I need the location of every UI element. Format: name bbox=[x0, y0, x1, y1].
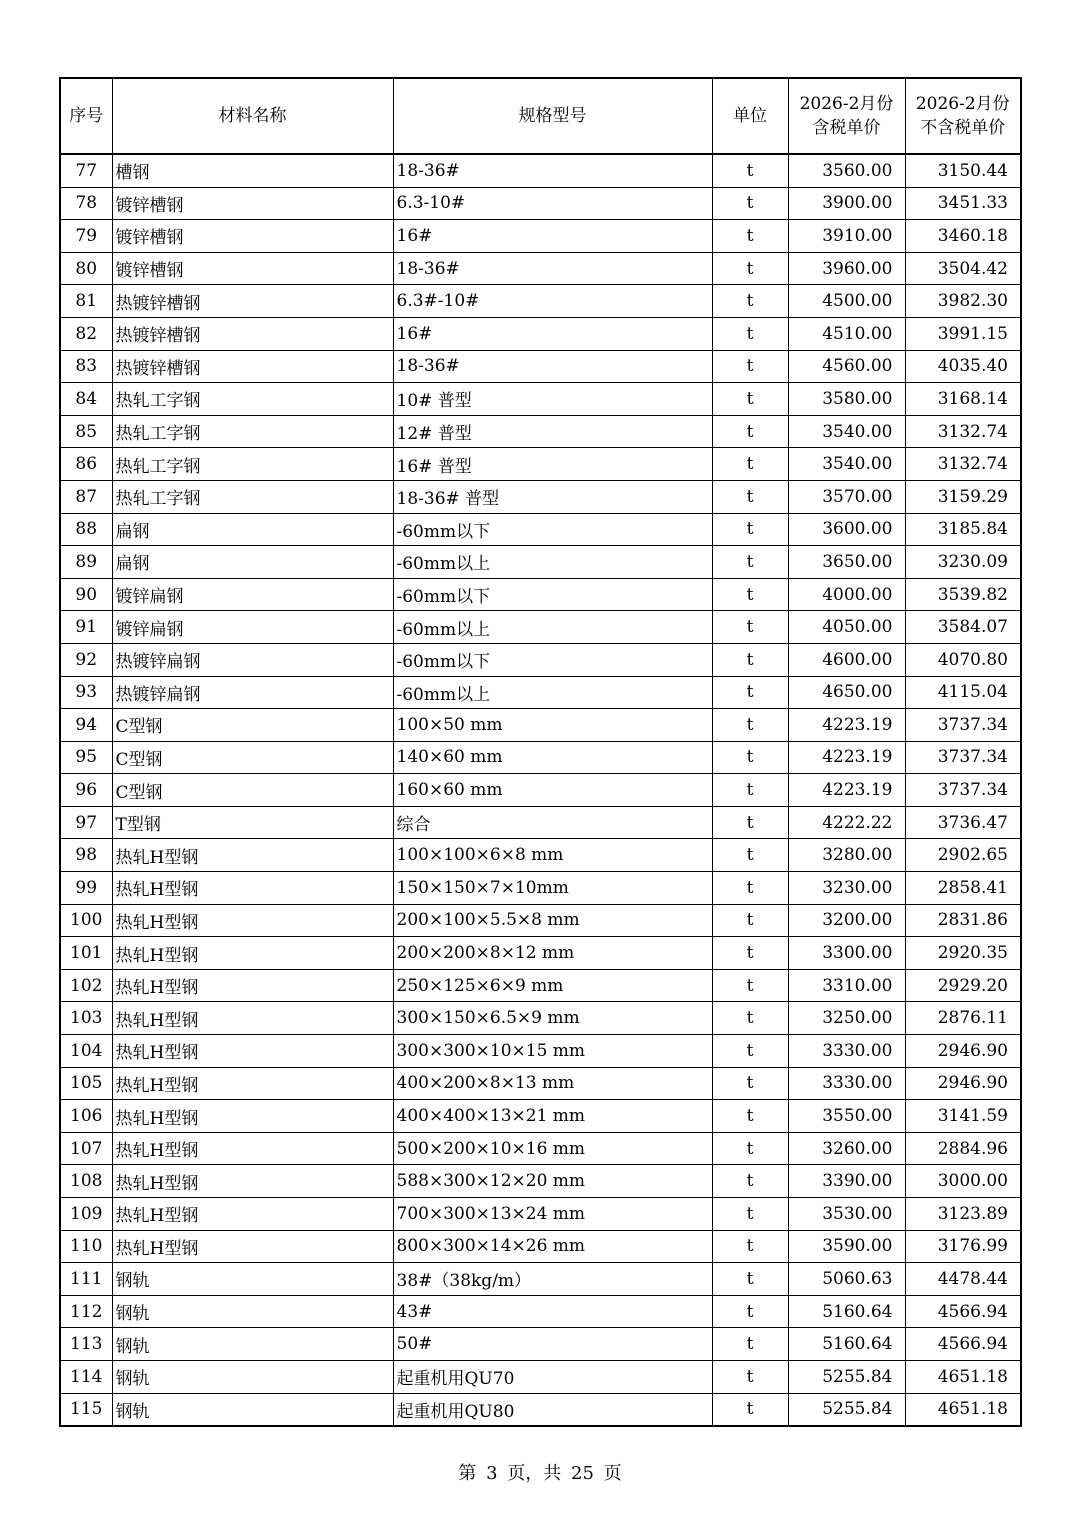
cell-spec: 43# bbox=[393, 1295, 712, 1328]
cell-spec: 200×100×5.5×8 mm bbox=[393, 904, 712, 937]
cell-price-tax: 3310.00 bbox=[788, 969, 905, 1002]
cell-no: 88 bbox=[60, 513, 112, 546]
cell-name: 镀锌扁钢 bbox=[112, 611, 393, 644]
cell-unit: t bbox=[712, 187, 788, 220]
table-row bbox=[60, 1263, 1021, 1296]
cell-name: 热镀锌扁钢 bbox=[112, 676, 393, 709]
header-price-tax bbox=[788, 78, 905, 154]
table-row bbox=[60, 1002, 1021, 1035]
cell-spec: 500×200×10×16 mm bbox=[393, 1132, 712, 1165]
cell-no: 92 bbox=[60, 643, 112, 676]
cell-price-notax: 2876.11 bbox=[905, 1002, 1021, 1035]
cell-name: 热轧H型钢 bbox=[112, 937, 393, 970]
cell-unit: t bbox=[712, 1035, 788, 1068]
cell-no: 98 bbox=[60, 839, 112, 872]
cell-no: 80 bbox=[60, 252, 112, 285]
cell-spec: 16# bbox=[393, 220, 712, 253]
cell-spec: 18-36# bbox=[393, 350, 712, 383]
table-row bbox=[60, 1067, 1021, 1100]
cell-no: 99 bbox=[60, 872, 112, 905]
cell-price-tax: 3280.00 bbox=[788, 839, 905, 872]
cell-price-tax: 3200.00 bbox=[788, 904, 905, 937]
cell-name: 热轧H型钢 bbox=[112, 1002, 393, 1035]
cell-unit: t bbox=[712, 1328, 788, 1361]
header-price-notax-line1: 2026-2月份 bbox=[915, 94, 1010, 114]
cell-price-tax: 3600.00 bbox=[788, 513, 905, 546]
table-row bbox=[60, 1198, 1021, 1231]
cell-spec: 400×400×13×21 mm bbox=[393, 1100, 712, 1133]
header-unit: 单位 bbox=[712, 78, 788, 154]
cell-unit: t bbox=[712, 252, 788, 285]
header-price-notax bbox=[905, 78, 1021, 154]
cell-no: 100 bbox=[60, 904, 112, 937]
cell-price-tax: 3900.00 bbox=[788, 187, 905, 220]
cell-price-tax: 4223.19 bbox=[788, 709, 905, 742]
cell-price-tax: 3330.00 bbox=[788, 1067, 905, 1100]
cell-price-tax: 3560.00 bbox=[788, 154, 905, 187]
cell-name: 热镀锌扁钢 bbox=[112, 643, 393, 676]
cell-price-notax: 3132.74 bbox=[905, 415, 1021, 448]
cell-price-tax: 4650.00 bbox=[788, 676, 905, 709]
cell-price-tax: 3960.00 bbox=[788, 252, 905, 285]
cell-unit: t bbox=[712, 578, 788, 611]
table-header bbox=[60, 78, 1021, 154]
cell-price-tax: 3330.00 bbox=[788, 1035, 905, 1068]
cell-no: 79 bbox=[60, 220, 112, 253]
cell-price-notax: 2858.41 bbox=[905, 872, 1021, 905]
cell-price-notax: 3150.44 bbox=[905, 154, 1021, 187]
cell-no: 107 bbox=[60, 1132, 112, 1165]
cell-spec: 400×200×8×13 mm bbox=[393, 1067, 712, 1100]
cell-no: 83 bbox=[60, 350, 112, 383]
cell-spec: 18-36# bbox=[393, 252, 712, 285]
cell-no: 115 bbox=[60, 1393, 112, 1426]
cell-spec: -60mm以下 bbox=[393, 643, 712, 676]
cell-name: C型钢 bbox=[112, 709, 393, 742]
cell-price-tax: 4510.00 bbox=[788, 317, 905, 350]
cell-price-tax: 3300.00 bbox=[788, 937, 905, 970]
cell-unit: t bbox=[712, 643, 788, 676]
cell-price-tax: 3260.00 bbox=[788, 1132, 905, 1165]
cell-name: 热轧H型钢 bbox=[112, 1035, 393, 1068]
cell-name: 热轧H型钢 bbox=[112, 904, 393, 937]
cell-price-notax: 3460.18 bbox=[905, 220, 1021, 253]
cell-price-tax: 3540.00 bbox=[788, 415, 905, 448]
cell-spec: 16# 普型 bbox=[393, 448, 712, 481]
cell-no: 96 bbox=[60, 774, 112, 807]
cell-price-tax: 4223.19 bbox=[788, 774, 905, 807]
page-footer bbox=[0, 1459, 1080, 1485]
cell-name: 镀锌扁钢 bbox=[112, 578, 393, 611]
cell-unit: t bbox=[712, 1393, 788, 1426]
cell-spec: -60mm以下 bbox=[393, 578, 712, 611]
table-row bbox=[60, 317, 1021, 350]
cell-price-tax: 3550.00 bbox=[788, 1100, 905, 1133]
cell-price-notax: 3159.29 bbox=[905, 480, 1021, 513]
cell-name: 镀锌槽钢 bbox=[112, 187, 393, 220]
cell-price-tax: 4222.22 bbox=[788, 806, 905, 839]
cell-spec: 18-36# 普型 bbox=[393, 480, 712, 513]
cell-spec: 16# bbox=[393, 317, 712, 350]
cell-name: 热轧H型钢 bbox=[112, 1165, 393, 1198]
table-row bbox=[60, 1132, 1021, 1165]
cell-price-tax: 3540.00 bbox=[788, 448, 905, 481]
cell-price-notax: 3736.47 bbox=[905, 806, 1021, 839]
cell-spec: 100×50 mm bbox=[393, 709, 712, 742]
cell-no: 113 bbox=[60, 1328, 112, 1361]
cell-no: 103 bbox=[60, 1002, 112, 1035]
footer-total-suffix: 页 bbox=[603, 1463, 622, 1484]
cell-unit: t bbox=[712, 806, 788, 839]
cell-no: 101 bbox=[60, 937, 112, 970]
table-row bbox=[60, 220, 1021, 253]
table-row bbox=[60, 154, 1021, 187]
cell-price-notax: 4566.94 bbox=[905, 1328, 1021, 1361]
table-row bbox=[60, 480, 1021, 513]
cell-price-notax: 3539.82 bbox=[905, 578, 1021, 611]
footer-page-number: 3 bbox=[486, 1463, 498, 1484]
cell-price-tax: 5060.63 bbox=[788, 1263, 905, 1296]
cell-price-notax: 3504.42 bbox=[905, 252, 1021, 285]
cell-no: 77 bbox=[60, 154, 112, 187]
cell-name: 镀锌槽钢 bbox=[112, 252, 393, 285]
cell-spec: 起重机用QU80 bbox=[393, 1393, 712, 1426]
cell-unit: t bbox=[712, 676, 788, 709]
cell-unit: t bbox=[712, 1230, 788, 1263]
cell-no: 97 bbox=[60, 806, 112, 839]
cell-spec: -60mm以上 bbox=[393, 676, 712, 709]
cell-price-notax: 4035.40 bbox=[905, 350, 1021, 383]
cell-price-notax: 3982.30 bbox=[905, 285, 1021, 318]
cell-price-notax: 3132.74 bbox=[905, 448, 1021, 481]
cell-spec: 300×150×6.5×9 mm bbox=[393, 1002, 712, 1035]
cell-name: C型钢 bbox=[112, 741, 393, 774]
table-row bbox=[60, 578, 1021, 611]
header-no: 序号 bbox=[60, 78, 112, 154]
cell-price-notax: 4651.18 bbox=[905, 1393, 1021, 1426]
cell-price-notax: 3176.99 bbox=[905, 1230, 1021, 1263]
cell-spec: 起重机用QU70 bbox=[393, 1360, 712, 1393]
cell-price-notax: 3185.84 bbox=[905, 513, 1021, 546]
cell-unit: t bbox=[712, 1198, 788, 1231]
cell-spec: 200×200×8×12 mm bbox=[393, 937, 712, 970]
cell-unit: t bbox=[712, 546, 788, 579]
cell-no: 85 bbox=[60, 415, 112, 448]
cell-spec: 100×100×6×8 mm bbox=[393, 839, 712, 872]
cell-name: 热轧H型钢 bbox=[112, 1132, 393, 1165]
cell-name: 热轧H型钢 bbox=[112, 872, 393, 905]
cell-no: 104 bbox=[60, 1035, 112, 1068]
cell-price-tax: 3570.00 bbox=[788, 480, 905, 513]
cell-unit: t bbox=[712, 415, 788, 448]
cell-price-notax: 3168.14 bbox=[905, 383, 1021, 416]
cell-no: 78 bbox=[60, 187, 112, 220]
cell-name: 热轧H型钢 bbox=[112, 1100, 393, 1133]
cell-price-notax: 3584.07 bbox=[905, 611, 1021, 644]
table-row bbox=[60, 1295, 1021, 1328]
cell-spec: -60mm以下 bbox=[393, 513, 712, 546]
cell-price-notax: 4566.94 bbox=[905, 1295, 1021, 1328]
cell-name: 钢轨 bbox=[112, 1393, 393, 1426]
cell-name: 热轧H型钢 bbox=[112, 969, 393, 1002]
cell-price-tax: 5255.84 bbox=[788, 1393, 905, 1426]
cell-unit: t bbox=[712, 480, 788, 513]
cell-price-notax: 4651.18 bbox=[905, 1360, 1021, 1393]
cell-name: 钢轨 bbox=[112, 1263, 393, 1296]
cell-no: 109 bbox=[60, 1198, 112, 1231]
cell-price-notax: 3737.34 bbox=[905, 774, 1021, 807]
table-row bbox=[60, 1035, 1021, 1068]
cell-unit: t bbox=[712, 1360, 788, 1393]
cell-unit: t bbox=[712, 1295, 788, 1328]
cell-price-tax: 3250.00 bbox=[788, 1002, 905, 1035]
cell-name: T型钢 bbox=[112, 806, 393, 839]
table-row bbox=[60, 741, 1021, 774]
cell-name: 热轧H型钢 bbox=[112, 1230, 393, 1263]
table-row bbox=[60, 1165, 1021, 1198]
cell-price-tax: 4600.00 bbox=[788, 643, 905, 676]
header-name: 材料名称 bbox=[112, 78, 393, 154]
cell-price-notax: 4070.80 bbox=[905, 643, 1021, 676]
cell-unit: t bbox=[712, 383, 788, 416]
cell-no: 95 bbox=[60, 741, 112, 774]
cell-name: 镀锌槽钢 bbox=[112, 220, 393, 253]
cell-unit: t bbox=[712, 317, 788, 350]
cell-no: 93 bbox=[60, 676, 112, 709]
cell-unit: t bbox=[712, 611, 788, 644]
cell-unit: t bbox=[712, 904, 788, 937]
cell-price-notax: 4478.44 bbox=[905, 1263, 1021, 1296]
cell-no: 86 bbox=[60, 448, 112, 481]
cell-price-notax: 3000.00 bbox=[905, 1165, 1021, 1198]
cell-name: 热镀锌槽钢 bbox=[112, 285, 393, 318]
cell-unit: t bbox=[712, 350, 788, 383]
cell-unit: t bbox=[712, 448, 788, 481]
table-row bbox=[60, 1360, 1021, 1393]
cell-name: 扁钢 bbox=[112, 513, 393, 546]
header-price-notax-line2: 不含税单价 bbox=[920, 118, 1006, 138]
header-price-tax-line1: 2026-2月份 bbox=[799, 94, 894, 114]
table-row bbox=[60, 1230, 1021, 1263]
cell-no: 84 bbox=[60, 383, 112, 416]
cell-name: C型钢 bbox=[112, 774, 393, 807]
cell-name: 钢轨 bbox=[112, 1295, 393, 1328]
footer-total-pages: 25 bbox=[571, 1463, 594, 1484]
cell-no: 110 bbox=[60, 1230, 112, 1263]
cell-no: 106 bbox=[60, 1100, 112, 1133]
cell-unit: t bbox=[712, 937, 788, 970]
cell-no: 81 bbox=[60, 285, 112, 318]
cell-name: 钢轨 bbox=[112, 1360, 393, 1393]
cell-unit: t bbox=[712, 1002, 788, 1035]
cell-price-tax: 3230.00 bbox=[788, 872, 905, 905]
table-row bbox=[60, 285, 1021, 318]
table-row bbox=[60, 709, 1021, 742]
table-row bbox=[60, 774, 1021, 807]
cell-price-notax: 3991.15 bbox=[905, 317, 1021, 350]
cell-no: 82 bbox=[60, 317, 112, 350]
table-row bbox=[60, 546, 1021, 579]
cell-price-tax: 5160.64 bbox=[788, 1328, 905, 1361]
cell-price-notax: 3123.89 bbox=[905, 1198, 1021, 1231]
cell-spec: 250×125×6×9 mm bbox=[393, 969, 712, 1002]
cell-no: 94 bbox=[60, 709, 112, 742]
cell-name: 热镀锌槽钢 bbox=[112, 317, 393, 350]
cell-unit: t bbox=[712, 872, 788, 905]
cell-name: 热镀锌槽钢 bbox=[112, 350, 393, 383]
cell-unit: t bbox=[712, 1067, 788, 1100]
cell-spec: -60mm以上 bbox=[393, 546, 712, 579]
cell-price-tax: 3530.00 bbox=[788, 1198, 905, 1231]
cell-spec: 38#（38kg/m） bbox=[393, 1263, 712, 1296]
cell-no: 90 bbox=[60, 578, 112, 611]
cell-spec: -60mm以上 bbox=[393, 611, 712, 644]
cell-unit: t bbox=[712, 1165, 788, 1198]
table-row bbox=[60, 643, 1021, 676]
cell-price-notax: 2920.35 bbox=[905, 937, 1021, 970]
cell-price-notax: 3737.34 bbox=[905, 741, 1021, 774]
cell-spec: 700×300×13×24 mm bbox=[393, 1198, 712, 1231]
cell-unit: t bbox=[712, 969, 788, 1002]
table-row bbox=[60, 1100, 1021, 1133]
cell-spec: 6.3#-10# bbox=[393, 285, 712, 318]
cell-price-tax: 5255.84 bbox=[788, 1360, 905, 1393]
cell-no: 89 bbox=[60, 546, 112, 579]
cell-price-tax: 3590.00 bbox=[788, 1230, 905, 1263]
cell-price-tax: 3650.00 bbox=[788, 546, 905, 579]
cell-name: 槽钢 bbox=[112, 154, 393, 187]
header-spec: 规格型号 bbox=[393, 78, 712, 154]
cell-name: 钢轨 bbox=[112, 1328, 393, 1361]
cell-price-notax: 3737.34 bbox=[905, 709, 1021, 742]
cell-price-notax: 3141.59 bbox=[905, 1100, 1021, 1133]
cell-unit: t bbox=[712, 1263, 788, 1296]
cell-unit: t bbox=[712, 709, 788, 742]
cell-name: 热轧工字钢 bbox=[112, 383, 393, 416]
cell-name: 扁钢 bbox=[112, 546, 393, 579]
cell-spec: 150×150×7×10mm bbox=[393, 872, 712, 905]
cell-price-notax: 3451.33 bbox=[905, 187, 1021, 220]
cell-spec: 160×60 mm bbox=[393, 774, 712, 807]
footer-page-suffix: 页，共 bbox=[507, 1463, 562, 1484]
cell-no: 111 bbox=[60, 1263, 112, 1296]
cell-no: 108 bbox=[60, 1165, 112, 1198]
table-row bbox=[60, 806, 1021, 839]
footer-prefix: 第 bbox=[458, 1463, 477, 1484]
cell-name: 热轧工字钢 bbox=[112, 415, 393, 448]
table-row bbox=[60, 872, 1021, 905]
cell-no: 105 bbox=[60, 1067, 112, 1100]
table-row bbox=[60, 839, 1021, 872]
cell-name: 热轧H型钢 bbox=[112, 839, 393, 872]
cell-unit: t bbox=[712, 220, 788, 253]
table-row bbox=[60, 969, 1021, 1002]
cell-spec: 12# 普型 bbox=[393, 415, 712, 448]
header-row bbox=[60, 78, 1021, 154]
cell-spec: 300×300×10×15 mm bbox=[393, 1035, 712, 1068]
cell-price-tax: 5160.64 bbox=[788, 1295, 905, 1328]
cell-no: 114 bbox=[60, 1360, 112, 1393]
table-row bbox=[60, 415, 1021, 448]
cell-spec: 800×300×14×26 mm bbox=[393, 1230, 712, 1263]
cell-unit: t bbox=[712, 839, 788, 872]
cell-price-notax: 2831.86 bbox=[905, 904, 1021, 937]
cell-price-notax: 2884.96 bbox=[905, 1132, 1021, 1165]
cell-spec: 综合 bbox=[393, 806, 712, 839]
table-row bbox=[60, 448, 1021, 481]
table-row bbox=[60, 1393, 1021, 1426]
cell-price-notax: 3230.09 bbox=[905, 546, 1021, 579]
cell-spec: 10# 普型 bbox=[393, 383, 712, 416]
cell-no: 91 bbox=[60, 611, 112, 644]
cell-no: 87 bbox=[60, 480, 112, 513]
cell-price-tax: 3390.00 bbox=[788, 1165, 905, 1198]
cell-spec: 50# bbox=[393, 1328, 712, 1361]
table-row bbox=[60, 937, 1021, 970]
cell-spec: 588×300×12×20 mm bbox=[393, 1165, 712, 1198]
table-body bbox=[60, 154, 1021, 1426]
cell-unit: t bbox=[712, 741, 788, 774]
cell-price-notax: 2946.90 bbox=[905, 1035, 1021, 1068]
cell-no: 112 bbox=[60, 1295, 112, 1328]
cell-price-notax: 4115.04 bbox=[905, 676, 1021, 709]
cell-spec: 18-36# bbox=[393, 154, 712, 187]
cell-price-tax: 4500.00 bbox=[788, 285, 905, 318]
cell-price-tax: 4050.00 bbox=[788, 611, 905, 644]
cell-unit: t bbox=[712, 1132, 788, 1165]
table-row bbox=[60, 904, 1021, 937]
table-row bbox=[60, 252, 1021, 285]
table-row bbox=[60, 676, 1021, 709]
cell-price-tax: 4223.19 bbox=[788, 741, 905, 774]
cell-price-notax: 2929.20 bbox=[905, 969, 1021, 1002]
cell-name: 热轧工字钢 bbox=[112, 448, 393, 481]
cell-unit: t bbox=[712, 513, 788, 546]
table-row bbox=[60, 1328, 1021, 1361]
cell-name: 热轧工字钢 bbox=[112, 480, 393, 513]
cell-unit: t bbox=[712, 774, 788, 807]
table-row bbox=[60, 350, 1021, 383]
price-table bbox=[59, 77, 1022, 1427]
cell-unit: t bbox=[712, 1100, 788, 1133]
table-row bbox=[60, 513, 1021, 546]
table-row bbox=[60, 187, 1021, 220]
table-row bbox=[60, 611, 1021, 644]
cell-price-tax: 4000.00 bbox=[788, 578, 905, 611]
cell-price-notax: 2902.65 bbox=[905, 839, 1021, 872]
cell-name: 热轧H型钢 bbox=[112, 1198, 393, 1231]
cell-name: 热轧H型钢 bbox=[112, 1067, 393, 1100]
cell-unit: t bbox=[712, 285, 788, 318]
cell-price-tax: 3910.00 bbox=[788, 220, 905, 253]
cell-spec: 140×60 mm bbox=[393, 741, 712, 774]
cell-price-tax: 4560.00 bbox=[788, 350, 905, 383]
header-price-tax-line2: 含税单价 bbox=[812, 118, 881, 138]
cell-price-tax: 3580.00 bbox=[788, 383, 905, 416]
table-row bbox=[60, 383, 1021, 416]
cell-no: 102 bbox=[60, 969, 112, 1002]
cell-unit: t bbox=[712, 154, 788, 187]
cell-spec: 6.3-10# bbox=[393, 187, 712, 220]
cell-price-notax: 2946.90 bbox=[905, 1067, 1021, 1100]
